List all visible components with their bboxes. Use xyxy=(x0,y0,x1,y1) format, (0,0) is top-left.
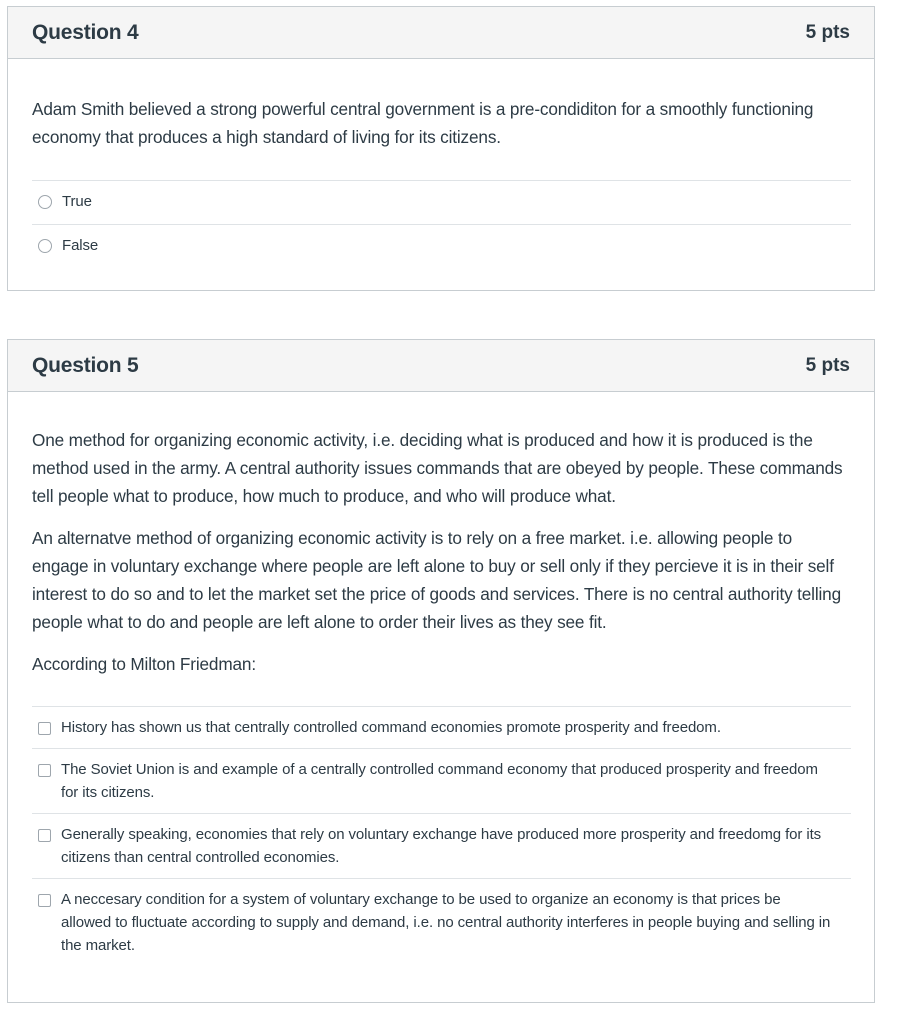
answer-list xyxy=(32,180,851,269)
checkbox[interactable] xyxy=(38,894,51,907)
question-title: Question 4 xyxy=(32,20,139,44)
answer-option-1[interactable] xyxy=(32,707,851,749)
question-header xyxy=(8,7,874,59)
answer-option-4[interactable] xyxy=(32,879,851,966)
answer-label[interactable]: False xyxy=(62,237,99,254)
answer-option-3[interactable] xyxy=(32,814,851,879)
answer-label[interactable]: Generally speaking, economies that rely on voluntary exchange have produced more prosperity and freedomg for its citizens than central controlled economies. xyxy=(61,826,822,866)
answer-option-true[interactable] xyxy=(32,181,851,225)
question-header xyxy=(8,340,874,392)
question-body xyxy=(8,59,874,269)
question-text xyxy=(32,59,851,151)
checkbox[interactable] xyxy=(38,829,51,842)
answer-label[interactable]: True xyxy=(62,193,92,210)
answer-label[interactable]: The Soviet Union is and example of a centrally controlled command economy that produced prosperity and freedom for its citizens. xyxy=(61,761,818,801)
question-paragraph: One method for organizing economic activity, i.e. deciding what is produced and how it is produced is the method used in the army. A central authority issues commands that are obeyed by people. These commands tell people what to produce, how much to produce, and who will produce what. xyxy=(32,430,843,506)
question-paragraph: An alternatve method of organizing economic activity is to rely on a free market. i.e. allowing people to engage in voluntary exchange where people are left alone to buy or sell only if they percieve it is in their self interest to do so and to let the market set the price of goods and services. There is no central authority telling people what to do and people are left alone to order their lives as they see fit. xyxy=(32,528,841,632)
checkbox[interactable] xyxy=(38,722,51,735)
question-title: Question 5 xyxy=(32,353,139,377)
checkbox[interactable] xyxy=(38,764,51,777)
answer-label[interactable]: History has shown us that centrally controlled command economies promote prosperity and freedom. xyxy=(61,719,721,736)
answer-option-2[interactable] xyxy=(32,749,851,814)
question-body xyxy=(8,392,874,966)
question-points: 5 pts xyxy=(805,21,850,43)
question-paragraph: Adam Smith believed a strong powerful central government is a pre-condiditon for a smoothly functioning economy that produces a high standard of living for its citizens. xyxy=(32,99,814,147)
question-4 xyxy=(7,6,875,291)
question-text xyxy=(32,392,851,678)
radio-button[interactable] xyxy=(38,239,52,253)
answer-list xyxy=(32,706,851,966)
question-points: 5 pts xyxy=(805,354,850,376)
question-paragraph: According to Milton Friedman: xyxy=(32,654,256,674)
answer-option-false[interactable] xyxy=(32,225,851,269)
answer-label[interactable]: A neccesary condition for a system of voluntary exchange to be used to organize an economy is that prices be allowed to fluctuate according to supply and demand, i.e. no central authority interferes in people buying and selling in the market. xyxy=(61,891,831,954)
question-5 xyxy=(7,339,875,1003)
radio-button[interactable] xyxy=(38,195,52,209)
